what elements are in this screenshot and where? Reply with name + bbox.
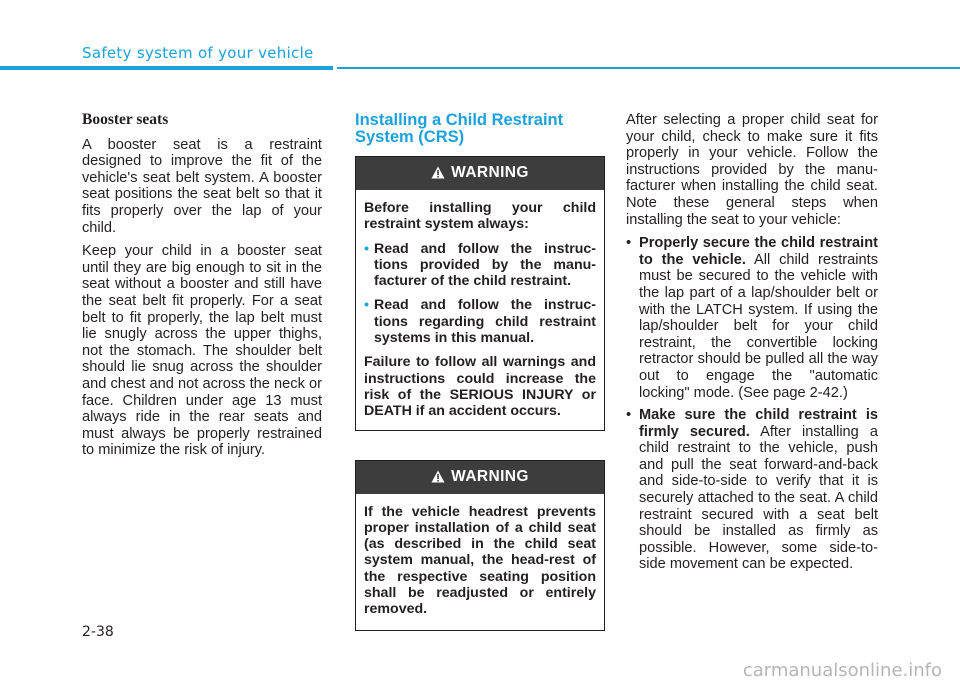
warning-triangle-icon — [431, 470, 445, 485]
warning-intro: Before installing your child restraint system always: — [364, 200, 596, 233]
column-right — [626, 112, 878, 579]
warning-outro: Failure to follow all warnings and instructions could increase the risk of the SERIOUS INJURY or DEATH if an accident occurs. — [364, 354, 596, 420]
warning-label-2: WARNING — [451, 467, 529, 485]
page-number: 2-38 — [82, 624, 114, 640]
warning-triangle-icon — [431, 166, 445, 181]
install-step-2 — [626, 407, 878, 573]
column-left — [82, 112, 322, 466]
section-header: Safety system of your vehicle — [82, 44, 314, 62]
warning-label-1: WARNING — [451, 164, 529, 182]
install-step-1 — [626, 235, 878, 401]
warning-text-2: If the vehicle headrest prevents proper installation of a child seat (as described in the child seat system manual, the head-rest of the respective seating position shall be readjusted or entirely removed. — [364, 503, 596, 618]
warning-header-2 — [356, 461, 604, 494]
install-intro: After selecting a proper child seat for your child, check to make sure it fits properly in your vehicle. Follow the instructions provided by the manu-facturer when installing the child seat. Note these general steps when installing the seat to your vehicle: — [626, 112, 878, 228]
booster-paragraph-2: Keep your child in a booster seat until they are big enough to sit in the seat without a booster and still have the seat belt fit properly. For a seat belt to fit properly, the lap belt must lie snugly across the upper thighs, not the stomach. The shoulder belt should lie snug across the shoulder and chest and not across the neck or face. Children under age 13 must always ride in the rear seats and must always be properly restrained to minimize the risk of injury. — [82, 243, 322, 459]
warning-body-2 — [356, 494, 604, 630]
step-1-text: All child restraints must be secured to the vehicle with the lap part of a lap/shoulder belt or with the LATCH system. If using the lap/shoulder belt for your child restraint, the convertible locking retractor should be pulled all the way out to engage the "automatic locking" mode. (See page 2-42.) — [639, 251, 878, 401]
warning-list-item: • Read and follow the instruc-tions provided by the manu-facturer of the child restraint. — [364, 240, 596, 290]
header-rule-thick — [0, 66, 333, 70]
warning-box-1 — [355, 156, 605, 431]
step-2-bold: Make sure the child restraint is firmly secured. — [639, 407, 878, 440]
warning-header-1 — [356, 157, 604, 190]
bullet-icon: • — [364, 240, 369, 257]
booster-paragraph-1: A booster seat is a restraint designed to improve the fit of the vehicle's seat belt system. A booster seat positions the seat belt so that it fits properly over the lap of your child. — [82, 136, 322, 236]
step-2-text: After installing a child restraint to the vehicle, push and pull the seat forward-and-back and side-to-side to verify that it is securely attached to the seat. A child restraint secured with a seat belt should be installed as firmly as possible. However, some side-to-side movement can be expected. — [639, 423, 878, 573]
bullet-icon: • — [626, 407, 632, 424]
column-middle — [355, 112, 605, 631]
watermark: carmanualsonline.info — [742, 660, 942, 681]
warning-body-1 — [356, 190, 604, 430]
crs-section-title: Installing a Child Restraint System (CRS) — [355, 111, 564, 146]
header-rule-thin — [337, 67, 960, 69]
warning-list-item: • Read and follow the instruc-tions regarding child restraint systems in this manual. — [364, 297, 596, 347]
bullet-icon: • — [626, 235, 632, 252]
booster-seats-heading: Booster seats — [82, 111, 169, 128]
warning-box-2 — [355, 460, 605, 631]
step-1-bold: Properly secure the child restraint to the vehicle. — [639, 235, 878, 268]
bullet-icon: • — [364, 297, 369, 314]
